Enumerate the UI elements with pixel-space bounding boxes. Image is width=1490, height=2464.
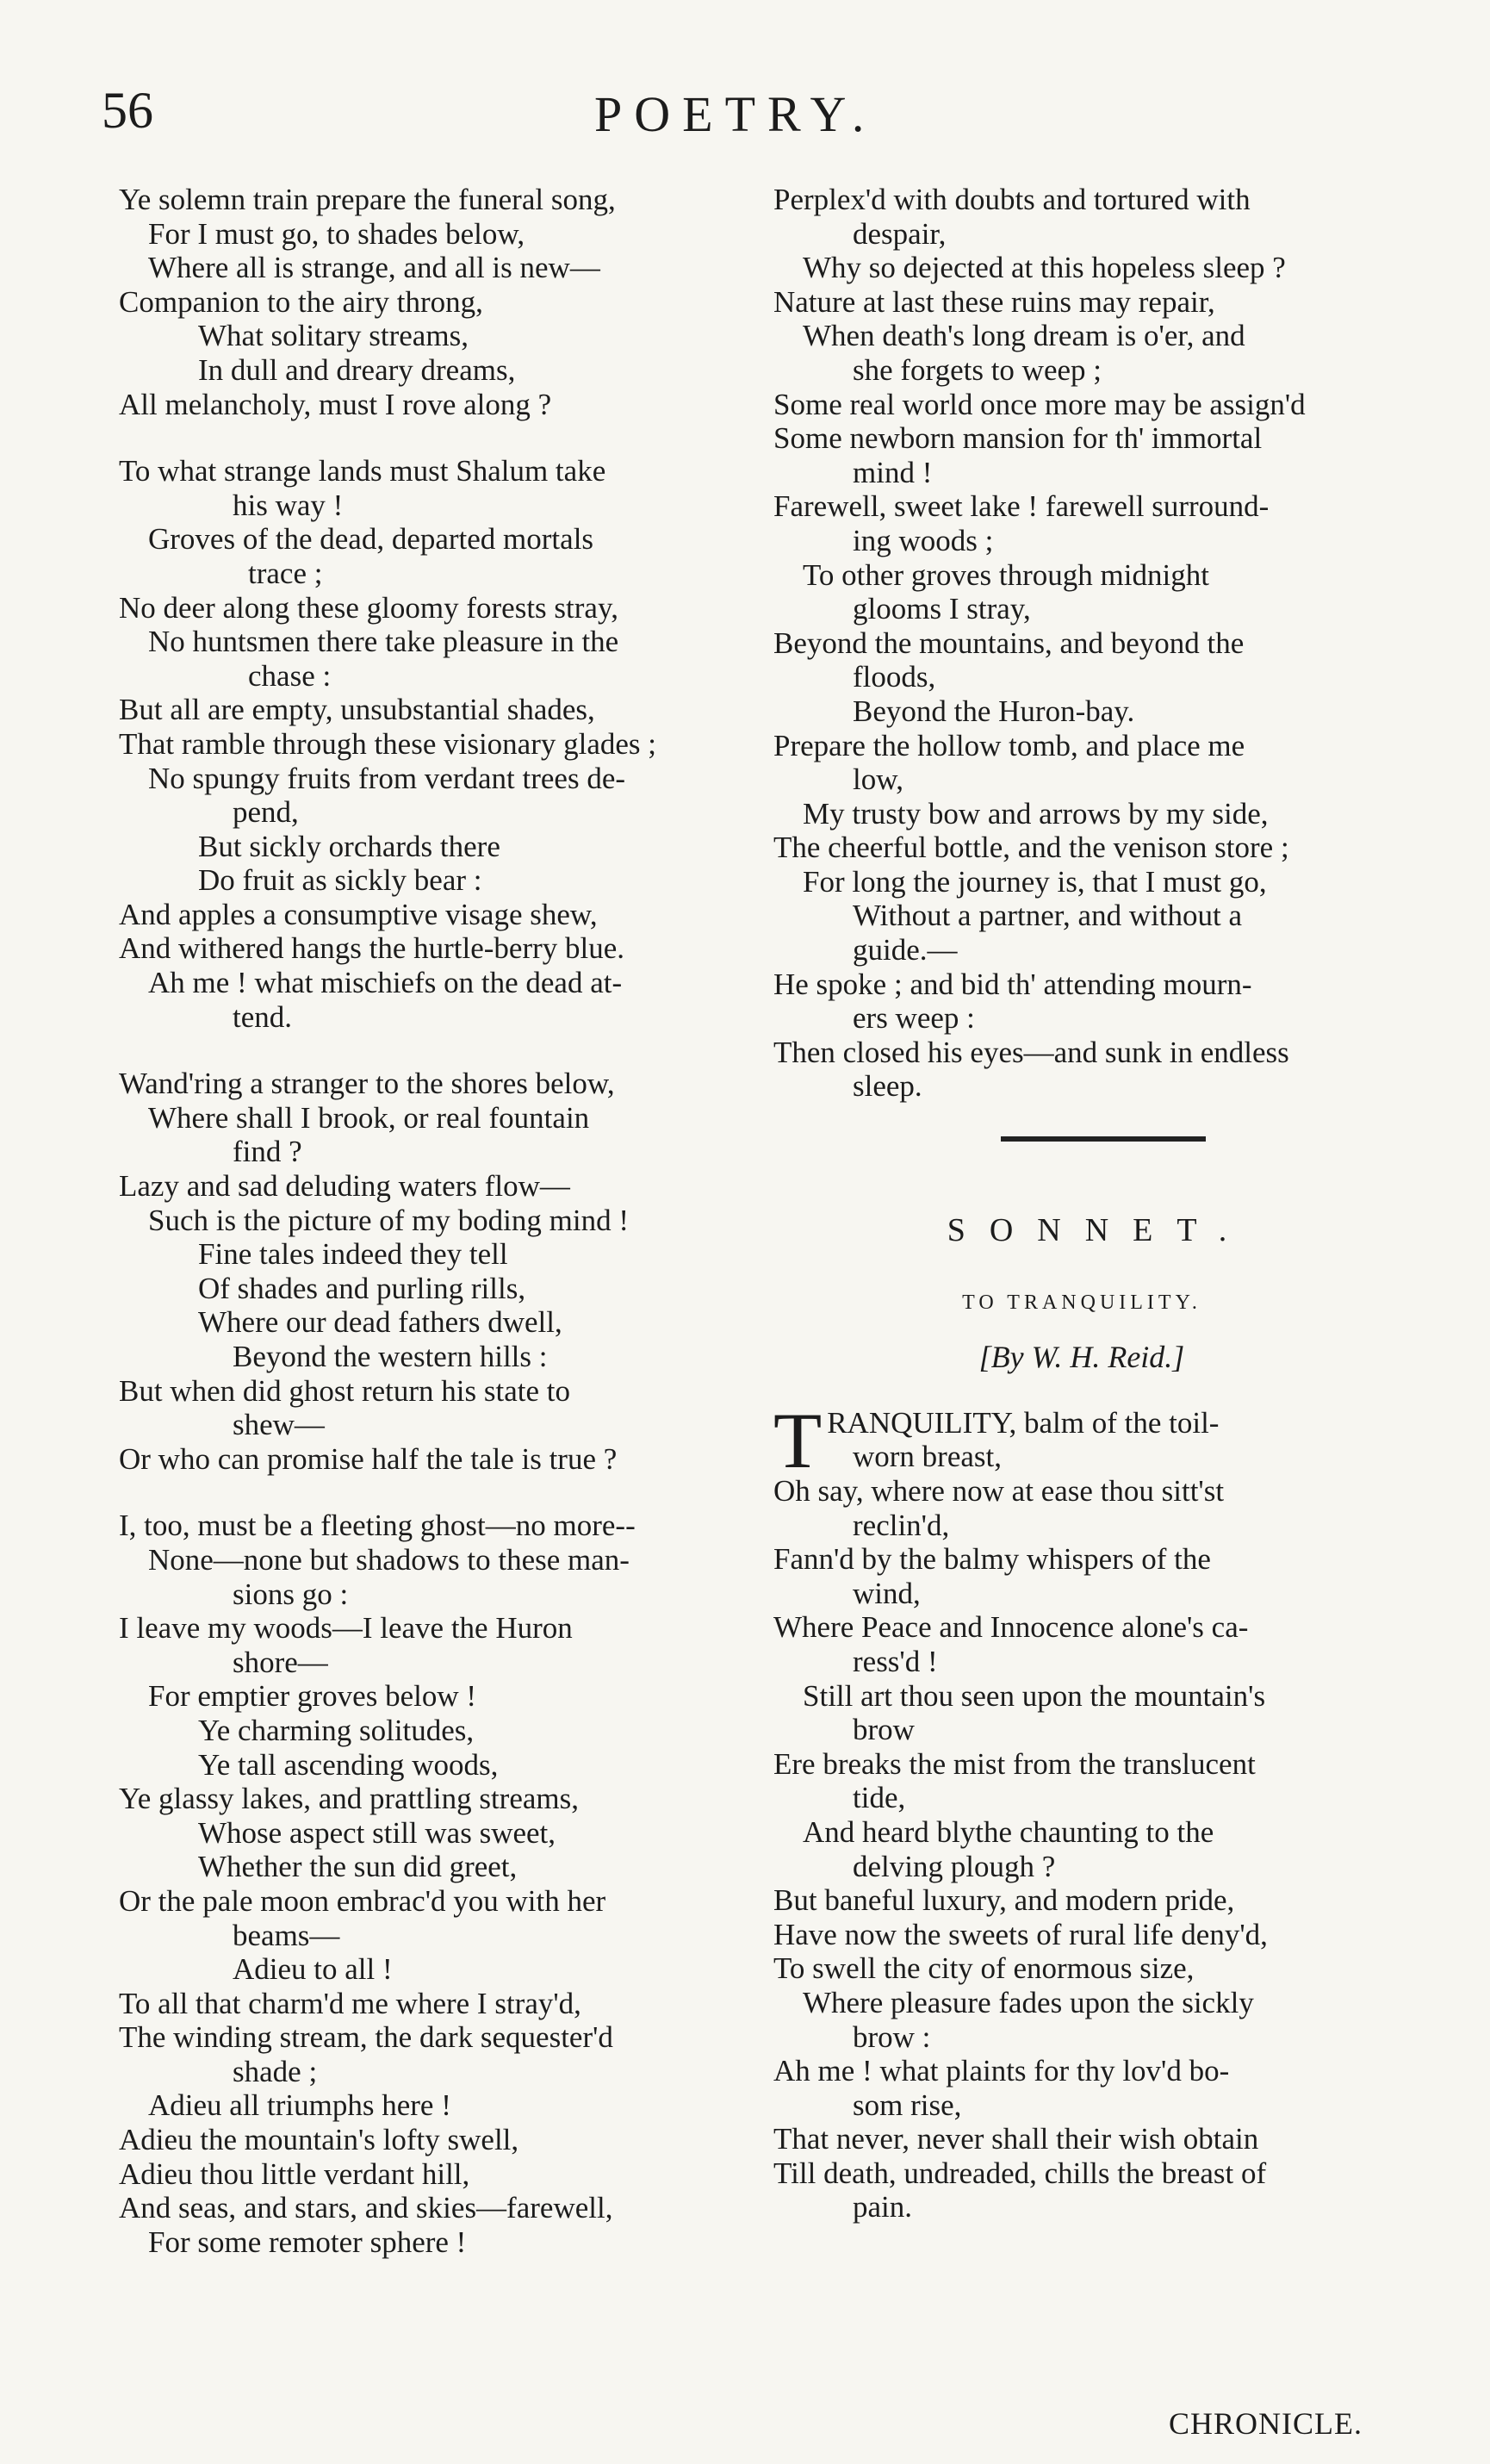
catchword: CHRONICLE. [1169, 2406, 1363, 2441]
poem-line: Ye glassy lakes, and prattling streams, [119, 1782, 580, 1816]
poem-line: Some real world once more may be assign'd [773, 387, 1306, 421]
poem-line: For some remoter sphere ! [148, 2224, 467, 2259]
stanza [773, 183, 1390, 1104]
poem-line: despair, [853, 216, 947, 251]
poem-line: pend, [233, 795, 299, 830]
poem-line: Companion to the airy throng, [119, 284, 483, 319]
poem-line: Where pleasure fades upon the sickly [803, 1985, 1254, 2019]
poem-line: Prepare the hollow tomb, and place me [773, 728, 1245, 762]
poem-line: Whether the sun did greet, [198, 1850, 518, 1884]
poem-line: brow : [853, 2019, 931, 2054]
poem-line: And seas, and stars, and skies—farewell, [119, 2191, 613, 2225]
poem-line: shade ; [233, 2054, 318, 2088]
poem-line: But when did ghost return his state to [119, 1373, 570, 1408]
poem-line: No deer along these gloomy forests stray, [119, 590, 618, 625]
poem-line: None—none but shadows to these man- [148, 1542, 630, 1577]
poem-line: To what strange lands must Shalum take [119, 454, 606, 488]
poem-line: Lazy and sad deluding waters flow— [119, 1169, 570, 1204]
poem-line: To other groves through midnight [803, 557, 1209, 592]
poem-line: Fine tales indeed they tell [198, 1237, 508, 1272]
poem-line: tend. [233, 999, 293, 1034]
stanza [119, 1067, 736, 1476]
poem-line: Beyond the mountains, and beyond the [773, 625, 1245, 660]
poem-line: Ye tall ascending woods, [198, 1747, 499, 1782]
poem-line: Till death, undreaded, chills the breast of [773, 2156, 1267, 2190]
left-column [119, 183, 736, 2292]
stanza [119, 454, 736, 1034]
poem-line: Adieu all triumphs here ! [148, 2088, 451, 2123]
poem-line: No spungy fruits from verdant trees de- [148, 761, 626, 795]
poem-line: To swell the city of enormous size, [773, 1951, 1195, 1986]
poem-line: Farewell, sweet lake ! farewell surround- [773, 489, 1270, 524]
poem-line: The cheerful bottle, and the venison store ; [773, 831, 1289, 865]
poem-line: Adieu thou little verdant hill, [119, 2156, 470, 2191]
poem-line: That never, never shall their wish obtain [773, 2122, 1259, 2156]
poem-line: Ere breaks the mist from the translucent [773, 1746, 1256, 1781]
poem-line: Fann'd by the balmy whispers of the [773, 1542, 1211, 1577]
poem-line: For I must go, to shades below, [148, 216, 525, 251]
poem-line: Some newborn mansion for th' immortal [773, 421, 1263, 456]
poem-line: My trusty bow and arrows by my side, [803, 796, 1269, 831]
poem-line: And apples a consumptive visage shew, [119, 897, 598, 931]
poem-line: ers weep : [853, 1001, 975, 1036]
poem-line: Where all is strange, and all is new— [148, 251, 600, 285]
poem-line: she forgets to weep ; [853, 352, 1102, 387]
drop-cap: T [773, 1396, 823, 1484]
poem-line: Or the pale moon embrac'd you with her [119, 1883, 606, 1918]
poem-line: No huntsmen there take pleasure in the [148, 625, 619, 659]
poem-line: Wand'ring a stranger to the shores below, [119, 1067, 615, 1101]
poem-line: When death's long dream is o'er, and [803, 319, 1245, 353]
poem-line: ing woods ; [853, 523, 994, 557]
poem-line: Whose aspect still was sweet, [198, 1815, 556, 1850]
poem-line: ress'd ! [853, 1644, 938, 1678]
poem-line: Or who can promise half the tale is true ? [119, 1441, 618, 1476]
right-column [773, 183, 1390, 2224]
poem-line: glooms I stray, [853, 592, 1031, 626]
poem-line: Adieu to all ! [233, 1952, 393, 1987]
running-title: POETRY. [594, 86, 877, 142]
poem-line: Ye solemn train prepare the funeral song, [119, 183, 616, 216]
poem-line: wind, [853, 1576, 921, 1610]
poem-line: But all are empty, unsubstantial shades, [119, 693, 595, 727]
poem-line: Where Peace and Innocence alone's ca- [773, 1610, 1249, 1645]
poem-line: But sickly orchards there [198, 829, 500, 863]
poem-line: Such is the picture of my boding mind ! [148, 1203, 629, 1237]
section-divider [1001, 1136, 1206, 1142]
poem-line: And withered hangs the hurtle-berry blue. [119, 931, 625, 966]
poem-line: sleep. [853, 1069, 922, 1104]
poem-line: Then closed his eyes—and sunk in endless [773, 1035, 1289, 1069]
sonnet-lines [773, 1440, 1390, 2224]
poem-line: mind ! [853, 455, 933, 489]
poem-line: Without a partner, and without a [853, 899, 1243, 933]
poem-line: That ramble through these visionary glades ; [119, 726, 657, 761]
poem-line: chase : [248, 658, 332, 693]
poem-line: Groves of the dead, departed mortals [148, 522, 594, 557]
poem-line: Why so dejected at this hopeless sleep ? [803, 251, 1286, 285]
poem-line: Have now the sweets of rural life deny'd, [773, 1917, 1268, 1951]
poem-line: All melancholy, must I rove along ? [119, 387, 552, 421]
poem-line: Where our dead fathers dwell, [198, 1305, 562, 1340]
poem-line: To all that charm'd me where I stray'd, [119, 1986, 581, 2020]
poem-line: For long the journey is, that I must go, [803, 864, 1267, 899]
poem-line: his way ! [233, 488, 344, 522]
poem-line: som rise, [853, 2088, 962, 2122]
poem-line: reclin'd, [853, 1508, 950, 1542]
poem-line: For emptier groves below ! [148, 1679, 477, 1714]
poem-line: Still art thou seen upon the mountain's [803, 1678, 1266, 1713]
sonnet-title: SONNET. [947, 1212, 1251, 1249]
poem-line: The winding stream, the dark sequester'd [119, 2020, 613, 2055]
poem-line: Do fruit as sickly bear : [198, 863, 482, 898]
poem-line: Ah me ! what plaints for thy lov'd bo- [773, 2054, 1230, 2088]
poem-line: What solitary streams, [198, 319, 469, 353]
poem-line: floods, [853, 660, 936, 694]
poem-line: I leave my woods—I leave the Huron [119, 1611, 573, 1646]
poem-line: In dull and dreary dreams, [198, 352, 516, 387]
right-poem-ending [773, 183, 1390, 1104]
poem-line: Ah me ! what mischiefs on the dead at- [148, 966, 623, 1000]
poem-line: low, [853, 762, 903, 797]
poem-line: shore— [233, 1645, 328, 1679]
poem-line: I, too, must be a fleeting ghost—no more-- [119, 1509, 636, 1543]
poem-line: Beyond the western hills : [233, 1340, 548, 1373]
poem-line: brow [853, 1713, 915, 1747]
poem-line: tide, [853, 1781, 906, 1815]
stanza [119, 183, 736, 421]
sonnet-subtitle: TO TRANQUILITY. [962, 1291, 1201, 1314]
poem-line: Of shades and purling rills, [198, 1271, 526, 1305]
sonnet-first-line-text: RANQUILITY, balm of the toil- [827, 1405, 1220, 1440]
page-number: 56 [102, 82, 153, 139]
poem-line: Perplex'd with doubts and tortured with [773, 183, 1251, 216]
poem-line: beams— [233, 1918, 340, 1952]
poem-line: Oh say, where now at ease thou sitt'st [773, 1474, 1225, 1508]
poem-line: guide.— [853, 933, 958, 968]
stanza [119, 1509, 736, 2259]
poem-line: But baneful luxury, and modern pride, [773, 1883, 1235, 1918]
poem-line: pain. [853, 2190, 913, 2224]
poem-line: shew— [233, 1408, 325, 1442]
poem-line: delving plough ? [853, 1849, 1056, 1883]
poem-line: sions go : [233, 1577, 349, 1611]
sonnet-body [773, 1396, 1390, 2224]
poem-line: Ye charming solitudes, [198, 1713, 475, 1747]
poem-line: worn breast, [853, 1440, 1003, 1474]
poem-line: Beyond the Huron-bay. [853, 694, 1135, 728]
poem-line: trace ; [248, 556, 323, 590]
poem-line: Adieu the mountain's lofty swell, [119, 2123, 519, 2157]
poem-line: Nature at last these ruins may repair, [773, 284, 1215, 319]
poem-line: find ? [233, 1135, 302, 1169]
poem-line: And heard blythe chaunting to the [803, 1814, 1214, 1849]
poem-line: Where shall I brook, or real fountain [148, 1100, 590, 1135]
poem-line: He spoke ; and bid th' attending mourn- [773, 967, 1252, 1001]
sonnet-byline: [By W. H. Reid.] [978, 1340, 1185, 1375]
